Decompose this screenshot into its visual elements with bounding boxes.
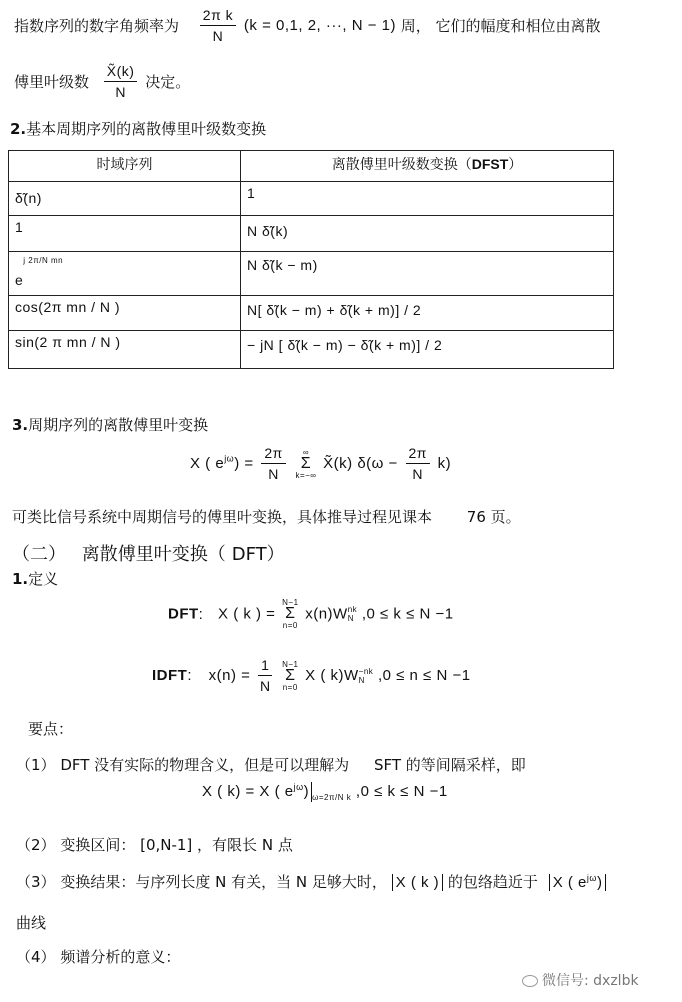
sigma-icon: Σ — [300, 454, 312, 472]
coefficient-numerator: X̃(k) — [104, 62, 138, 82]
frequency-fraction — [200, 6, 236, 45]
dft-w-sup: nk — [347, 605, 358, 614]
dft-heading-abbr: DFT — [231, 544, 267, 565]
section-2-number: 2. — [10, 120, 27, 138]
table-cell-transform: − jN [ δ̃(k − m) − δ̃(k + m)] / 2 — [241, 331, 614, 369]
sampling-range: ,0 ≤ k ≤ N −1 — [355, 783, 448, 800]
table-row — [9, 331, 614, 369]
table-cell-transform: N δ̃(k − m) — [241, 252, 614, 296]
dft-label: DFT — [168, 605, 199, 623]
intro-line2-suffix: 决定。 — [145, 73, 191, 91]
point-3-continuation: 曲线 — [16, 914, 47, 932]
table-cell-time: δ̃(n) — [9, 182, 241, 216]
header-dfst-text: 离散傅里叶级数变换（ — [331, 156, 472, 172]
table-cell-transform: 1 — [241, 182, 614, 216]
dft-w-sub: N — [347, 614, 354, 623]
dft-body: x(n)W — [305, 605, 348, 623]
exp-exponent: j 2π/N mn — [23, 256, 64, 265]
section-3-heading — [12, 414, 208, 435]
abs2-text: X ( e — [552, 874, 587, 891]
dft-heading-title: 离散傅里叶变换（ — [81, 544, 226, 565]
table-cell-time — [9, 252, 241, 296]
sampling-lhs: X ( k) = X ( e — [202, 783, 294, 800]
table-row — [9, 252, 614, 296]
exp-base: e — [15, 272, 24, 288]
intro-line-2 — [14, 62, 190, 101]
note-page: 76 页。 — [466, 508, 521, 526]
wechat-icon — [522, 975, 538, 987]
dft-heading-close: ） — [266, 544, 285, 565]
watermark-text: 微信号: dxzlbk — [542, 973, 639, 989]
section-3-title: 周期序列的离散傅里叶变换 — [28, 416, 209, 434]
idft-w-sub: N — [358, 675, 365, 685]
periodic-ft-equation — [190, 444, 451, 483]
point-1-text: DFT 没有实际的物理含义，但是可以理解为 — [60, 756, 350, 774]
table-cell-time: cos(2π mn / N ) — [9, 296, 241, 331]
coefficient-denominator: N — [115, 84, 126, 100]
eq-fraction-num: 2π — [261, 444, 285, 464]
table-header-row — [9, 151, 614, 182]
frequency-numerator: 2π k — [200, 6, 236, 26]
note-text: 可类比信号系统中周期信号的傅里叶变换，具体推导过程见课本 — [12, 508, 433, 526]
sampling-equation — [202, 782, 448, 802]
sampling-sub: ω=2π/N k — [312, 793, 352, 802]
intro-line-1 — [14, 6, 601, 45]
point-2-label: （2） — [16, 836, 56, 854]
idft-lhs: x(n) = — [208, 667, 251, 684]
abs2-close: ) — [596, 874, 603, 891]
point-3-abs1 — [392, 874, 444, 891]
point-4-label: （4） — [16, 948, 56, 966]
intro-line2-prefix: 傅里叶级数 — [14, 73, 90, 91]
frequency-range: (k = 0,1, 2, ···, N − 1) — [243, 17, 396, 34]
eq-tail: k) — [437, 455, 452, 472]
sampling-close: ) — [303, 783, 310, 800]
table-cell-transform: N δ̃(k) — [241, 216, 614, 252]
point-3-text: 变换结果：与序列长度 N 有关，当 N 足够大时， — [60, 873, 387, 891]
section-2-title: 基本周期序列的离散傅里叶级数变换 — [26, 120, 267, 138]
point-1-sft: SFT 的等间隔采样，即 — [373, 756, 526, 774]
point-2 — [16, 834, 293, 855]
eq-fraction-den: N — [268, 466, 279, 482]
eq-fraction2-den: N — [412, 466, 424, 482]
idft-range: ,0 ≤ n ≤ N −1 — [377, 667, 471, 684]
eq-lhs-close: ) = — [234, 455, 254, 472]
definition-heading — [12, 568, 58, 589]
definition-number: 1. — [12, 570, 29, 588]
sampling-exp: jω — [293, 782, 304, 792]
sigma-icon: Σ — [285, 666, 296, 684]
dft-sum-top: N−1 — [282, 598, 299, 607]
eq-fraction-2 — [406, 444, 430, 483]
abs1-text: X ( k ) — [395, 874, 440, 891]
point-1-label: （1） — [16, 756, 56, 774]
dft-sum-bottom: n=0 — [282, 621, 298, 630]
frequency-denominator: N — [212, 28, 224, 44]
eq-fraction — [261, 444, 285, 483]
idft-fraction-den: N — [259, 678, 271, 694]
dft-range: ,0 ≤ k ≤ N −1 — [361, 605, 454, 623]
idft-colon: : — [187, 667, 192, 684]
point-4-text: 频谱分析的意义： — [60, 948, 181, 966]
header-dfst-close: ） — [508, 156, 523, 172]
point-3-mid: 的包络趋近于 — [447, 873, 538, 891]
header-dfst-abbr: DFST — [471, 156, 509, 172]
section-3-number: 3. — [12, 416, 29, 434]
eq-fraction2-num: 2π — [406, 444, 430, 464]
coefficient-fraction — [104, 62, 138, 101]
eq-summation — [295, 448, 316, 480]
point-3 — [16, 871, 606, 892]
header-time-sequence: 时域序列 — [9, 151, 241, 182]
intro-line1-prefix: 指数序列的数字角频率为 — [14, 17, 180, 35]
point-4 — [16, 946, 180, 967]
table-cell-transform: N[ δ̃(k − m) + δ̃(k + m)] / 2 — [241, 296, 614, 331]
dft-lhs: X ( k ) = — [218, 605, 276, 623]
idft-w-sup: −nk — [358, 666, 374, 676]
sigma-icon: Σ — [285, 605, 296, 622]
dfst-table — [8, 150, 614, 369]
idft-fraction — [258, 656, 272, 695]
idft-body: X ( k)W — [305, 667, 359, 684]
eq-lhs: X ( e — [190, 455, 225, 472]
eq-sum-top: ∞ — [302, 447, 310, 457]
table-row — [9, 216, 614, 252]
definition-title: 定义 — [28, 570, 59, 588]
point-2-text: 变换区间： [0,N-1] ，有限长 N 点 — [60, 836, 293, 854]
idft-formula — [152, 656, 471, 695]
table-row — [9, 296, 614, 331]
idft-sum-bottom: n=0 — [282, 682, 298, 692]
section-3-note — [12, 506, 521, 527]
point-3-abs2 — [549, 874, 607, 891]
table-cell-time: 1 — [9, 216, 241, 252]
idft-w-scripts — [359, 667, 374, 685]
table-cell-time: sin(2 π mn / N ) — [9, 331, 241, 369]
watermark — [522, 970, 639, 990]
idft-label: IDFT — [152, 667, 188, 684]
header-dfst — [241, 151, 614, 182]
dft-heading-open: （二） — [12, 544, 66, 565]
eq-sum-bottom: k=−∞ — [295, 470, 317, 480]
idft-sum-top: N−1 — [282, 659, 299, 669]
dft-formula — [168, 598, 454, 630]
idft-fraction-num: 1 — [258, 656, 272, 676]
section-2-heading — [10, 118, 266, 139]
dft-summation — [282, 598, 298, 630]
key-points-label: 要点： — [28, 720, 74, 738]
eq-body: X̃(k) δ(ω − — [323, 455, 398, 472]
abs2-exp: jω — [586, 873, 597, 883]
intro-line1-suffix: 周， 它们的幅度和相位由离散 — [400, 17, 601, 35]
dft-heading — [12, 540, 285, 566]
dft-w-scripts — [348, 605, 357, 623]
point-3-label: （3） — [16, 873, 56, 891]
idft-summation — [282, 660, 298, 692]
eq-lhs-exp: jω — [224, 453, 235, 464]
point-1 — [16, 754, 526, 775]
table-row — [9, 182, 614, 216]
dft-colon: : — [198, 605, 204, 623]
